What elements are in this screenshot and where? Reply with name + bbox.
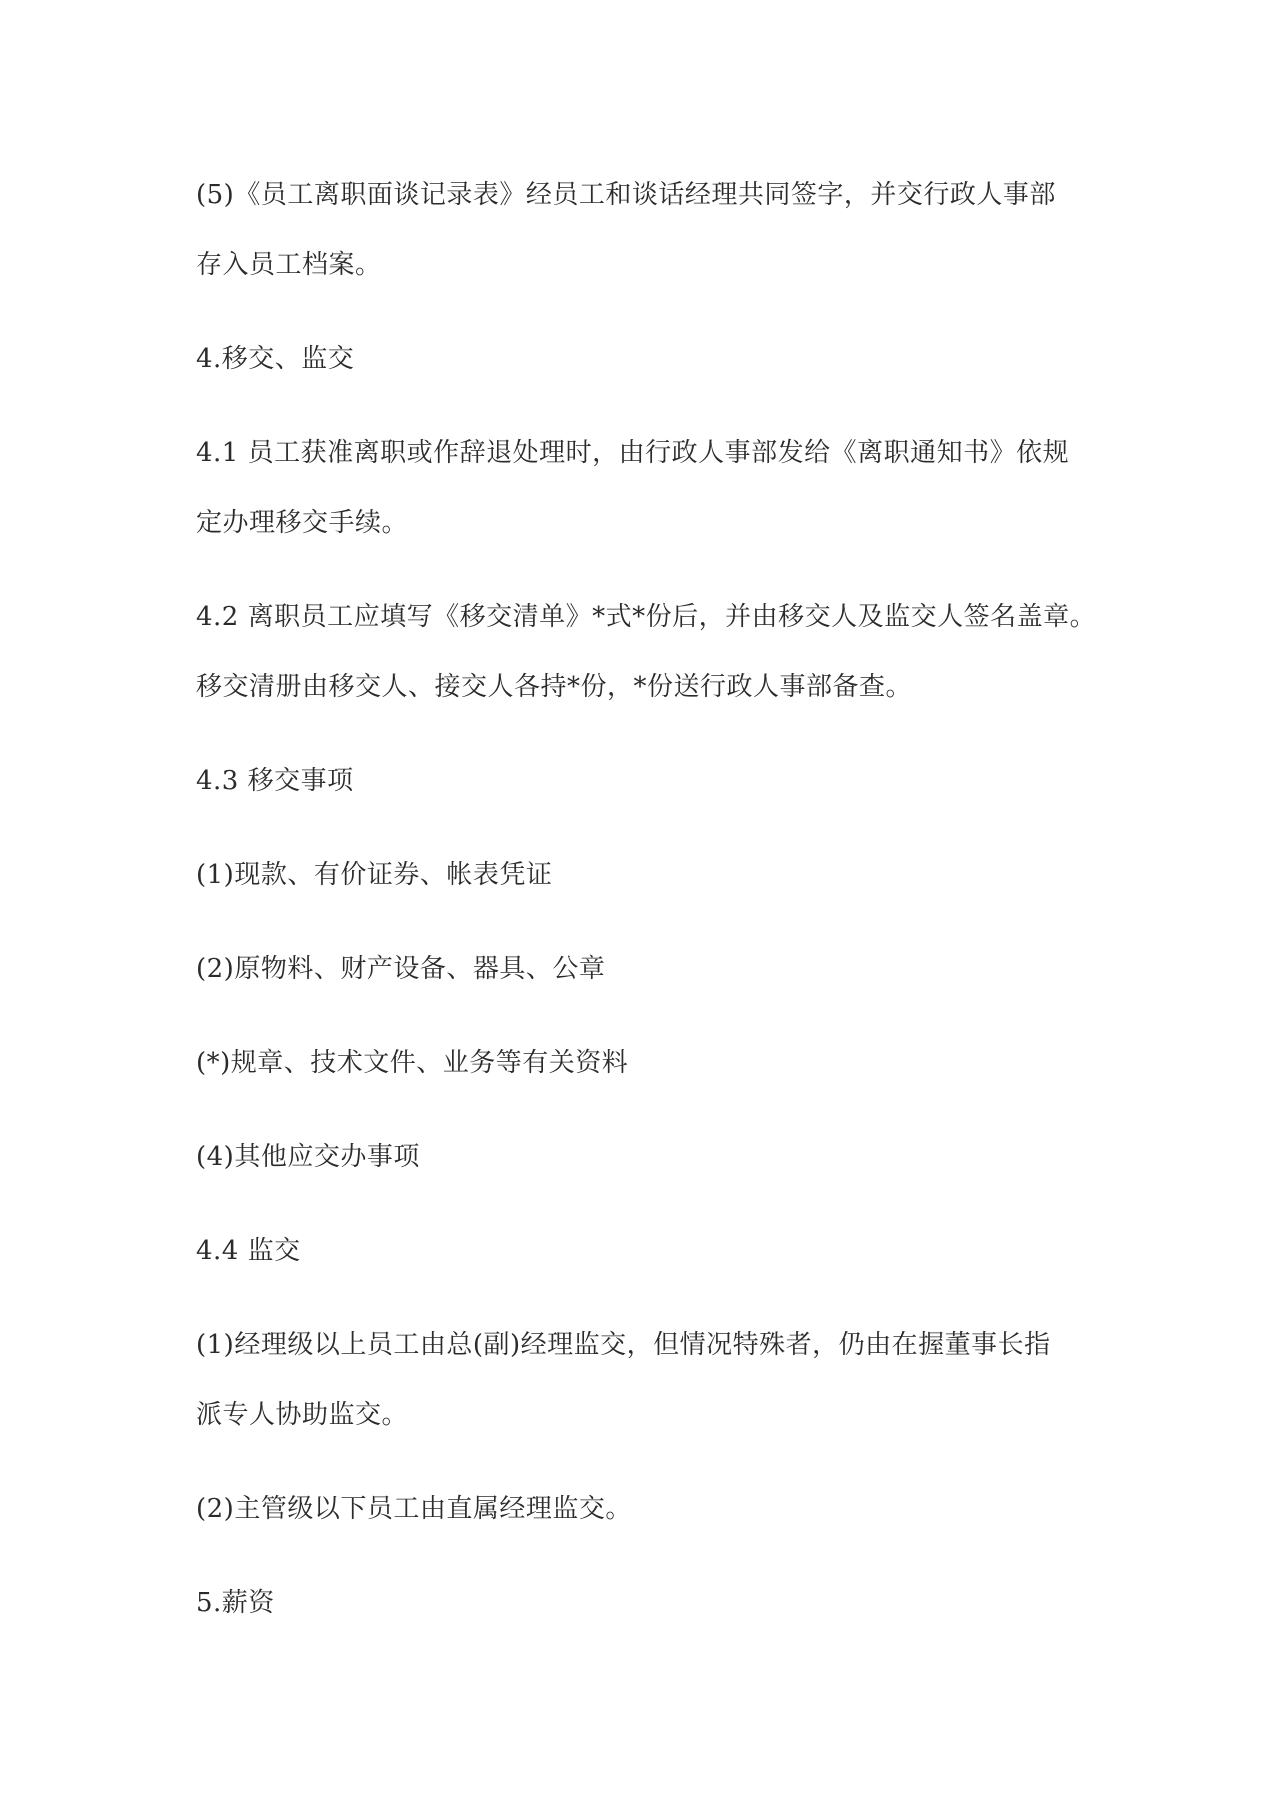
- paragraph-line: 5.薪资: [196, 1588, 275, 1618]
- paragraph-line: 4.3 移交事项: [196, 766, 354, 796]
- paragraph-interview-record: [196, 160, 1096, 300]
- paragraph-line: 4.4 监交: [196, 1236, 301, 1266]
- paragraph-line: 4.移交、监交: [196, 344, 355, 374]
- paragraph-line: (4)其他应交办事项: [196, 1142, 420, 1172]
- list-item-other: [196, 1122, 1096, 1192]
- paragraph-line: 移交清册由移交人、接交人各持*份，*份送行政人事部备查。: [196, 672, 913, 702]
- paragraph-line: (1)现款、有价证券、帐表凭证: [196, 860, 553, 890]
- paragraph-line: 4.2 离职员工应填写《移交清单》*式*份后，并由移交人及监交人签名盖章。: [196, 602, 1097, 632]
- paragraph-line: (5)《员工离职面谈记录表》经员工和谈话经理共同签字，并交行政人事部: [196, 180, 1056, 210]
- paragraph-line: (*)规章、技术文件、业务等有关资料: [196, 1048, 629, 1078]
- paragraph-line: (2)原物料、财产设备、器具、公章: [196, 954, 606, 984]
- section-heading-salary: [196, 1568, 1096, 1638]
- list-item-supervisor-supervision: [196, 1474, 1096, 1544]
- paragraph-line: (1)经理级以上员工由总(副)经理监交，但情况特殊者，仍由在握董事长指: [196, 1330, 1051, 1360]
- paragraph-4-1: [196, 418, 1096, 558]
- subheading-4-4: [196, 1216, 1096, 1286]
- paragraph-4-2: [196, 582, 1096, 722]
- paragraph-line: 存入员工档案。: [196, 250, 382, 280]
- list-item-documents: [196, 1028, 1096, 1098]
- section-heading-handover: [196, 324, 1096, 394]
- paragraph-line: 4.1 员工获准离职或作辞退处理时，由行政人事部发给《离职通知书》依规: [196, 438, 1070, 468]
- paragraph-line: (2)主管级以下员工由直属经理监交。: [196, 1494, 632, 1524]
- document-body: [196, 160, 1096, 1662]
- list-item-cash: [196, 840, 1096, 910]
- paragraph-line: 派专人协助监交。: [196, 1400, 409, 1430]
- subheading-4-3: [196, 746, 1096, 816]
- paragraph-line: 定办理移交手续。: [196, 508, 409, 538]
- list-item-manager-supervision: [196, 1310, 1096, 1450]
- list-item-materials: [196, 934, 1096, 1004]
